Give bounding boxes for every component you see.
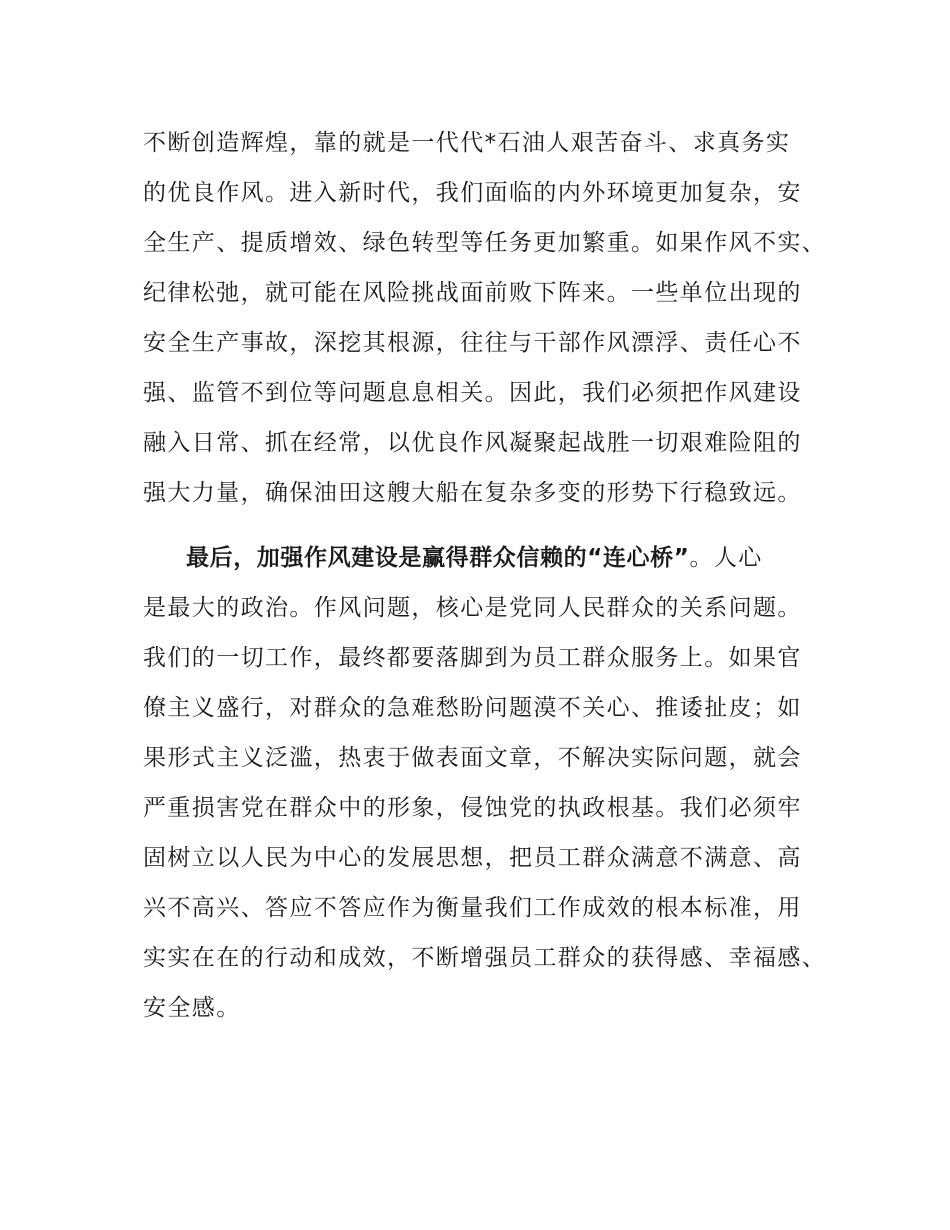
text-line: 兴不高兴、答应不答应作为衡量我们工作成效的根本标准，用 xyxy=(143,895,802,921)
text-line: 是最大的政治。作风问题，核心是党同人民群众的关系问题。 xyxy=(143,595,802,621)
text-line: 不断创造辉煌，靠的就是一代代*石油人艰苦奋斗、求真务实 xyxy=(143,130,791,156)
text-line: 实实在在的行动和成效，不断增强员工群众的获得感、幸福感、 xyxy=(143,945,827,971)
paragraph-heading-line xyxy=(186,543,763,573)
text-line: 固树立以人民为中心的发展思想，把员工群众满意不满意、高 xyxy=(143,845,802,871)
text-line: 全生产、提质增效、绿色转型等任务更加繁重。如果作风不实、 xyxy=(143,230,827,256)
text-line: 我们的一切工作，最终都要落脚到为员工群众服务上。如果官 xyxy=(143,645,802,671)
heading-tail-text: 。人心 xyxy=(689,545,763,571)
text-line: 严重损害党在群众中的形象，侵蚀党的执政根基。我们必须牢 xyxy=(143,795,802,821)
text-line: 安全感。 xyxy=(143,995,241,1021)
text-line: 果形式主义泛滥，热衷于做表面文章，不解决实际问题，就会 xyxy=(143,745,802,771)
paragraph-heading: 最后，加强作风建设是赢得群众信赖的“连心桥” xyxy=(186,545,690,571)
text-line: 僚主义盛行，对群众的急难愁盼问题漠不关心、推诿扯皮；如 xyxy=(143,695,802,721)
text-line: 融入日常、抓在经常，以优良作风凝聚起战胜一切艰难险阻的 xyxy=(143,430,802,456)
text-line: 纪律松弛，就可能在风险挑战面前败下阵来。一些单位出现的 xyxy=(143,280,802,306)
text-line: 强、监管不到位等问题息息相关。因此，我们必须把作风建设 xyxy=(143,380,802,406)
text-line: 的优良作风。进入新时代，我们面临的内外环境更加复杂，安 xyxy=(143,180,802,206)
text-line: 强大力量，确保油田这艘大船在复杂多变的形势下行稳致远。 xyxy=(143,480,802,506)
text-line: 安全生产事故，深挖其根源，往往与干部作风漂浮、责任心不 xyxy=(143,330,802,356)
